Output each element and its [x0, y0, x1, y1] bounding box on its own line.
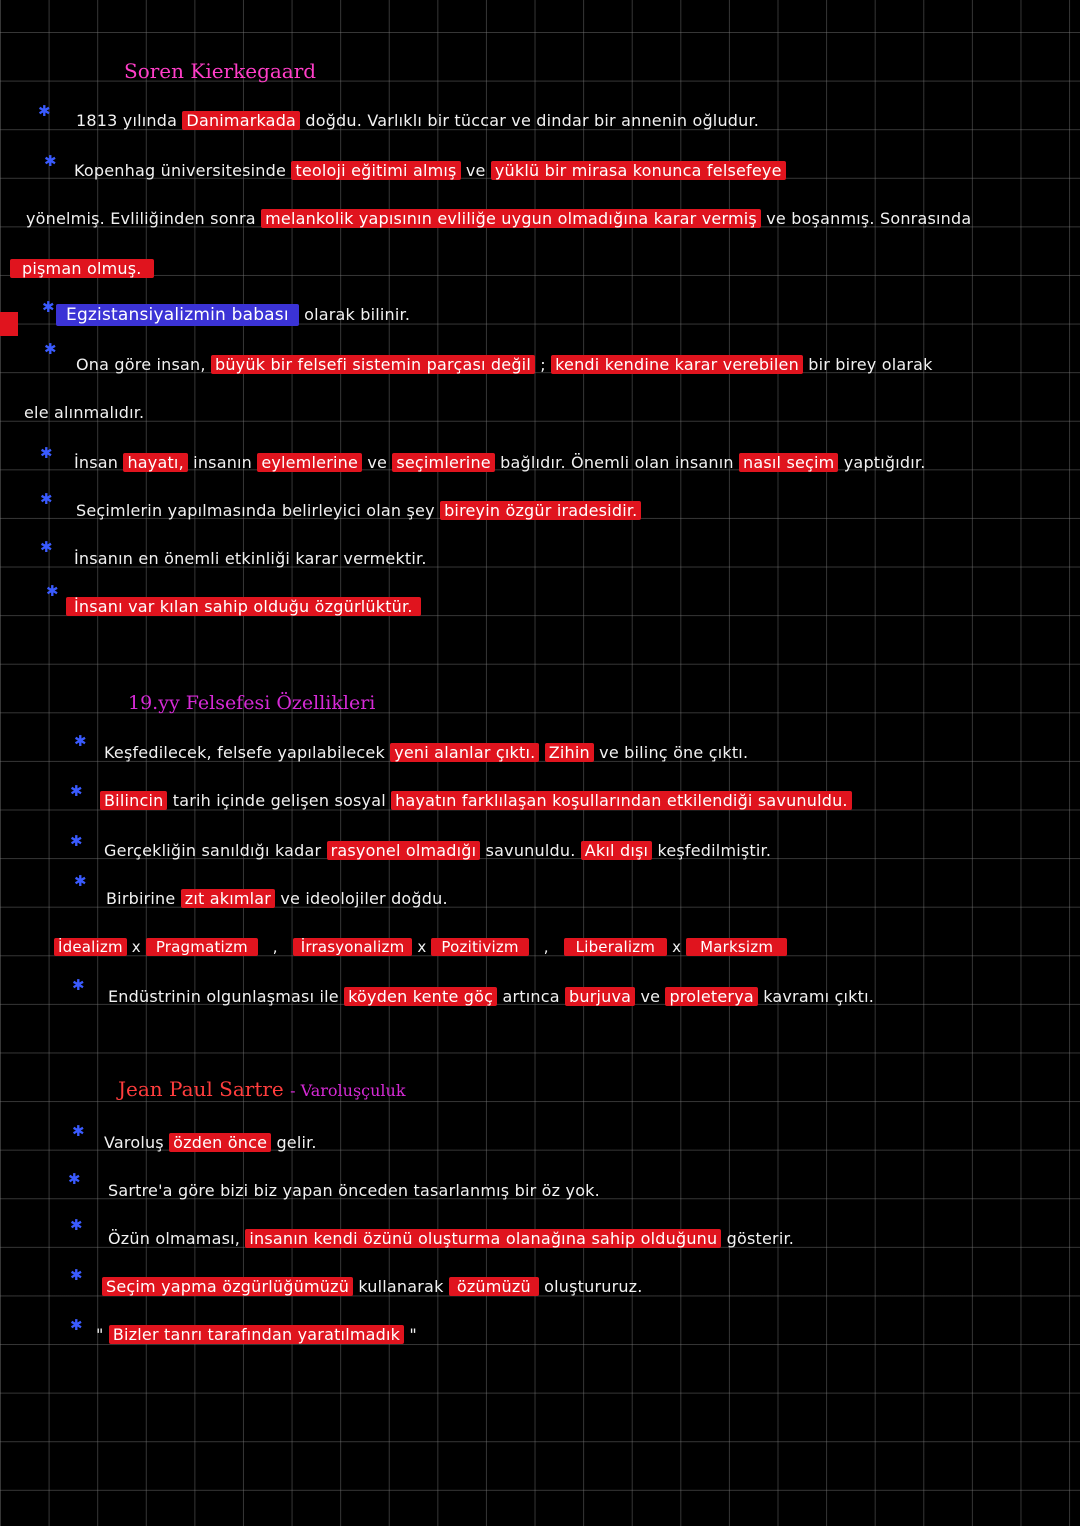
- highlight: burjuva: [565, 987, 635, 1006]
- bullet-star-icon: ✱: [72, 976, 85, 994]
- highlight: melankolik yapısının evliliğe uygun olmadığına karar vermiş: [261, 209, 761, 228]
- highlight: insanın kendi özünü oluşturma olanağına sahip olduğunu: [245, 1229, 721, 1248]
- highlight: bireyin özgür iradesidir.: [440, 501, 641, 520]
- highlight: yüklü bir mirasa konunca felsefeye: [491, 161, 786, 180]
- bullet-star-icon: ✱: [46, 582, 59, 600]
- note-line: [26, 208, 971, 230]
- text: doğdu. Varlıklı bir tüccar ve dindar bir annenin oğludur.: [305, 111, 760, 130]
- note-line: [102, 1276, 643, 1298]
- quote-open: ": [96, 1325, 104, 1344]
- text: Seçimlerin yapılmasında belirleyici olan şey: [76, 501, 435, 520]
- bullet-star-icon: ✱: [40, 444, 53, 462]
- highlight: Akıl dışı: [581, 841, 652, 860]
- bullet-star-icon: ✱: [74, 732, 87, 750]
- text: kavramı çıktı.: [763, 987, 875, 1006]
- highlight: teoloji eğitimi almış: [291, 161, 460, 180]
- note-line: [74, 452, 926, 474]
- text: ele alınmalıdır.: [24, 403, 145, 422]
- note-line: [76, 500, 641, 522]
- title-name: Jean Paul Sartre: [118, 1077, 284, 1101]
- text: İnsan: [74, 453, 119, 472]
- margin-marker: [0, 312, 18, 336]
- highlight: pişman olmuş.: [10, 259, 154, 278]
- highlight: zıt akımlar: [181, 889, 275, 908]
- bullet-star-icon: ✱: [42, 298, 55, 316]
- bullet-star-icon: ✱: [44, 340, 57, 358]
- bullet-star-icon: ✱: [74, 872, 87, 890]
- bullet-star-icon: ✱: [72, 1122, 85, 1140]
- text: Keşfedilecek, felsefe yapılabilecek: [104, 743, 385, 762]
- note-line: [76, 354, 933, 376]
- highlight: eylemlerine: [257, 453, 362, 472]
- highlight: büyük bir felsefi sistemin parçası değil: [211, 355, 535, 374]
- note-line: [104, 840, 771, 862]
- text: Kopenhag üniversitesinde: [74, 161, 287, 180]
- text: ve: [465, 161, 486, 180]
- highlight: hayatı,: [123, 453, 187, 472]
- highlight: yeni alanlar çıktı.: [390, 743, 539, 762]
- highlight: köyden kente göç: [344, 987, 497, 1006]
- ideology-tag: Pozitivizm: [431, 938, 528, 956]
- bullet-star-icon: ✱: [70, 782, 83, 800]
- section-title-19yy: 19.yy Felsefesi Özellikleri: [128, 692, 376, 714]
- ideology-pairs: [54, 936, 787, 958]
- text: Sartre'a göre bizi biz yapan önceden tasarlanmış bir öz yok.: [108, 1181, 600, 1200]
- text: gelir.: [276, 1133, 317, 1152]
- ideology-tag: Marksizm: [686, 938, 787, 956]
- bullet-star-icon: ✱: [44, 152, 57, 170]
- note-line: [100, 790, 852, 812]
- highlight: özümüzü: [449, 1277, 539, 1296]
- text: Özün olmaması,: [108, 1229, 241, 1248]
- text: 1813 yılında: [76, 111, 178, 130]
- separator: ,: [543, 938, 549, 956]
- text: yaptığıdır.: [843, 453, 926, 472]
- highlight: seçimlerine: [392, 453, 495, 472]
- bullet-star-icon: ✱: [70, 1266, 83, 1284]
- versus-mark: x: [417, 938, 427, 956]
- text: kullanarak: [358, 1277, 444, 1296]
- highlight: kendi kendine karar verebilen: [551, 355, 803, 374]
- note-line: [104, 742, 748, 764]
- text: Birbirine: [106, 889, 176, 908]
- highlight: Bilincin: [100, 791, 167, 810]
- highlight: proleterya: [665, 987, 757, 1006]
- versus-mark: x: [672, 938, 682, 956]
- text: olarak bilinir.: [304, 305, 411, 324]
- bullet-star-icon: ✱: [40, 538, 53, 556]
- highlight: Zihin: [545, 743, 594, 762]
- note-line: [66, 596, 421, 618]
- text: ve ideolojiler doğdu.: [280, 889, 448, 908]
- text: yönelmiş. Evliliğinden sonra: [26, 209, 256, 228]
- note-line: [74, 160, 786, 182]
- text: ;: [540, 355, 546, 374]
- text: İnsanın en önemli etkinliği karar vermektir.: [74, 549, 427, 568]
- note-line: [108, 986, 874, 1008]
- text: bağlıdır. Önemli olan insanın: [500, 453, 734, 472]
- note-line: [74, 548, 427, 570]
- text: Varoluş: [104, 1133, 164, 1152]
- highlight: Bizler tanrı tarafından yaratılmadık: [109, 1325, 404, 1344]
- highlight: nasıl seçim: [739, 453, 838, 472]
- title-subtitle: - Varoluşçuluk: [290, 1081, 406, 1100]
- text: oluştururuz.: [544, 1277, 643, 1296]
- highlight-blue: Egzistansiyalizmin babası: [56, 304, 299, 326]
- bullet-star-icon: ✱: [68, 1170, 81, 1188]
- text: ve bilinç öne çıktı.: [599, 743, 749, 762]
- bullet-star-icon: ✱: [70, 1316, 83, 1334]
- ideology-tag: İdealizm: [54, 938, 127, 956]
- note-line: [24, 402, 144, 424]
- highlight: özden önce: [169, 1133, 271, 1152]
- text: bir birey olarak: [808, 355, 933, 374]
- note-line: [56, 304, 410, 326]
- highlight: Danimarkada: [182, 111, 300, 130]
- text: savunuldu.: [485, 841, 576, 860]
- text: Gerçekliğin sanıldığı kadar: [104, 841, 322, 860]
- bullet-star-icon: ✱: [40, 490, 53, 508]
- text: ve: [367, 453, 388, 472]
- text: artınca: [502, 987, 560, 1006]
- highlight: hayatın farklılaşan koşullarından etkilendiği savunuldu.: [391, 791, 852, 810]
- bullet-star-icon: ✱: [70, 832, 83, 850]
- ideology-tag: Pragmatizm: [146, 938, 258, 956]
- highlight: Seçim yapma özgürlüğümüzü: [102, 1277, 353, 1296]
- highlight: rasyonel olmadığı: [327, 841, 481, 860]
- text: Endüstrinin olgunlaşması ile: [108, 987, 339, 1006]
- quote-close: ": [409, 1325, 417, 1344]
- quote-line: [96, 1324, 417, 1346]
- text: gösterir.: [726, 1229, 795, 1248]
- note-line: [104, 1132, 317, 1154]
- note-line: [106, 888, 448, 910]
- text: tarih içinde gelişen sosyal: [172, 791, 386, 810]
- text: insanın: [193, 453, 253, 472]
- note-line: [108, 1180, 600, 1202]
- text: ve boşanmış. Sonrasında: [766, 209, 972, 228]
- note-line: [108, 1228, 794, 1250]
- bullet-star-icon: ✱: [38, 102, 51, 120]
- ideology-tag: İrrasyonalizm: [293, 938, 413, 956]
- separator: ,: [272, 938, 278, 956]
- ideology-tag: Liberalizm: [564, 938, 667, 956]
- text: Ona göre insan,: [76, 355, 206, 374]
- versus-mark: x: [131, 938, 141, 956]
- note-line: [10, 258, 154, 280]
- text: ve: [640, 987, 661, 1006]
- note-line: [76, 110, 759, 132]
- highlight: İnsanı var kılan sahip olduğu özgürlüktür.: [66, 597, 421, 616]
- bullet-star-icon: ✱: [70, 1216, 83, 1234]
- section-title-sartre: [118, 1076, 406, 1104]
- section-title-kierkegaard: Soren Kierkegaard: [124, 59, 317, 83]
- text: keşfedilmiştir.: [657, 841, 772, 860]
